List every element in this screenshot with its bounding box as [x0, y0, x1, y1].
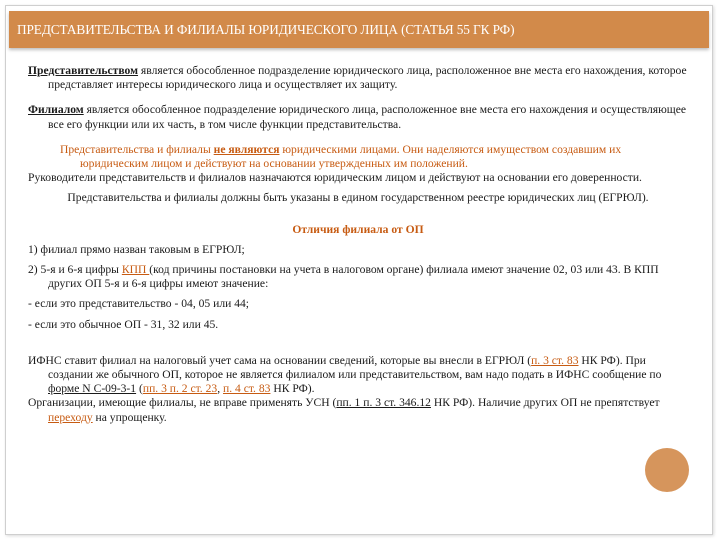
paragraph-usn [28, 396, 688, 424]
not-legal-before: Представительства и филиалы [60, 142, 214, 156]
term-branch: Филиалом [28, 103, 84, 117]
slide-content [28, 64, 688, 425]
usn-text-2: НК РФ). Наличие других ОП не препятствует [430, 396, 660, 410]
link-form-c0931[interactable]: форме N С-09-3-1 [48, 382, 137, 396]
link-art346[interactable]: пп. 1 п. 3 ст. 346.12 [336, 396, 431, 410]
paragraph-egrul: Представительства и филиалы должны быть указаны в едином государственном реестре юридических лиц (ЕГРЮЛ). [67, 191, 649, 205]
title-bar [9, 11, 709, 48]
link-transition[interactable]: переходу [48, 410, 93, 424]
decorative-circle [645, 448, 689, 492]
list-item-4: - если это обычное ОП - 31, 32 или 45. [28, 317, 219, 331]
tax-text-4: , [217, 382, 223, 396]
representation-definition: является обособленное подразделение юридического лица, расположенное вне места его нахождения, которое представляет интересы юридического лица и осуществляет их защиту. [48, 64, 687, 92]
paragraph-not-legal-entities [28, 143, 688, 171]
usn-text-1: Организации, имеющие филиалы, не вправе применять УСН ( [28, 396, 337, 410]
tax-text-5: НК РФ). [270, 382, 315, 396]
list-item-3: - если это представительство - 04, 05 или 44; [28, 297, 250, 311]
list-item-2 [28, 263, 688, 291]
branch-definition: является обособленное подразделение юридического лица, расположенное вне места его нахождения и осуществляющее все его функции или их часть, в том числе функции представительства. [48, 103, 686, 131]
paragraph-tax-registration [28, 354, 688, 397]
tax-text-2: НК РФ). При создании же обычного ОП, которое не является филиалом или представительством, вам надо подать в ИФНС сообщение по [48, 353, 662, 382]
paragraph-heads: Руководители представительств и филиалов назначаются юридическим лицом и действуют на основании его доверенности. [28, 171, 642, 185]
item2-before: 2) 5-я и 6-я цифры [28, 263, 122, 277]
term-representation: Представительством [28, 64, 139, 77]
usn-text-3: на упрощенку. [92, 410, 167, 424]
paragraph-representation [28, 64, 688, 92]
page-title: ПРЕДСТАВИТЕЛЬСТВА И ФИЛИАЛЫ ЮРИДИЧЕСКОГО ЛИЦА (СТАТЬЯ 55 ГК РФ) [17, 22, 515, 37]
kpp-link[interactable]: КПП [121, 263, 150, 277]
item2-after: (код причины постановки на учета в налоговом органе) филиала имеют значение 02, 03 или 43. В КПП других ОП 5-я и 6-я цифры имеют значение: [48, 263, 659, 291]
section-heading: Отличия филиала от ОП [292, 222, 424, 236]
paragraph-branch [28, 103, 688, 131]
not-legal-emphasis: не являются [213, 142, 280, 156]
not-legal-after: юридическими лицами. Они наделяются имуществом создавшим их юридическим лицом и действуют на основании утвержденных им положений. [80, 142, 622, 171]
link-art83-p3[interactable]: п. 3 ст. 83 [531, 353, 579, 367]
link-art23[interactable]: пп. 3 п. 2 ст. 23 [142, 382, 218, 396]
link-art83-p4[interactable]: п. 4 ст. 83 [223, 382, 271, 396]
tax-text-3: ( [136, 382, 143, 396]
list-item-1: 1) филиал прямо назван таковым в ЕГРЮЛ; [28, 242, 245, 256]
tax-text-1: ИФНС ставит филиал на налоговый учет сама на основании сведений, которые вы внесли в ЕГРЮЛ ( [28, 353, 532, 367]
